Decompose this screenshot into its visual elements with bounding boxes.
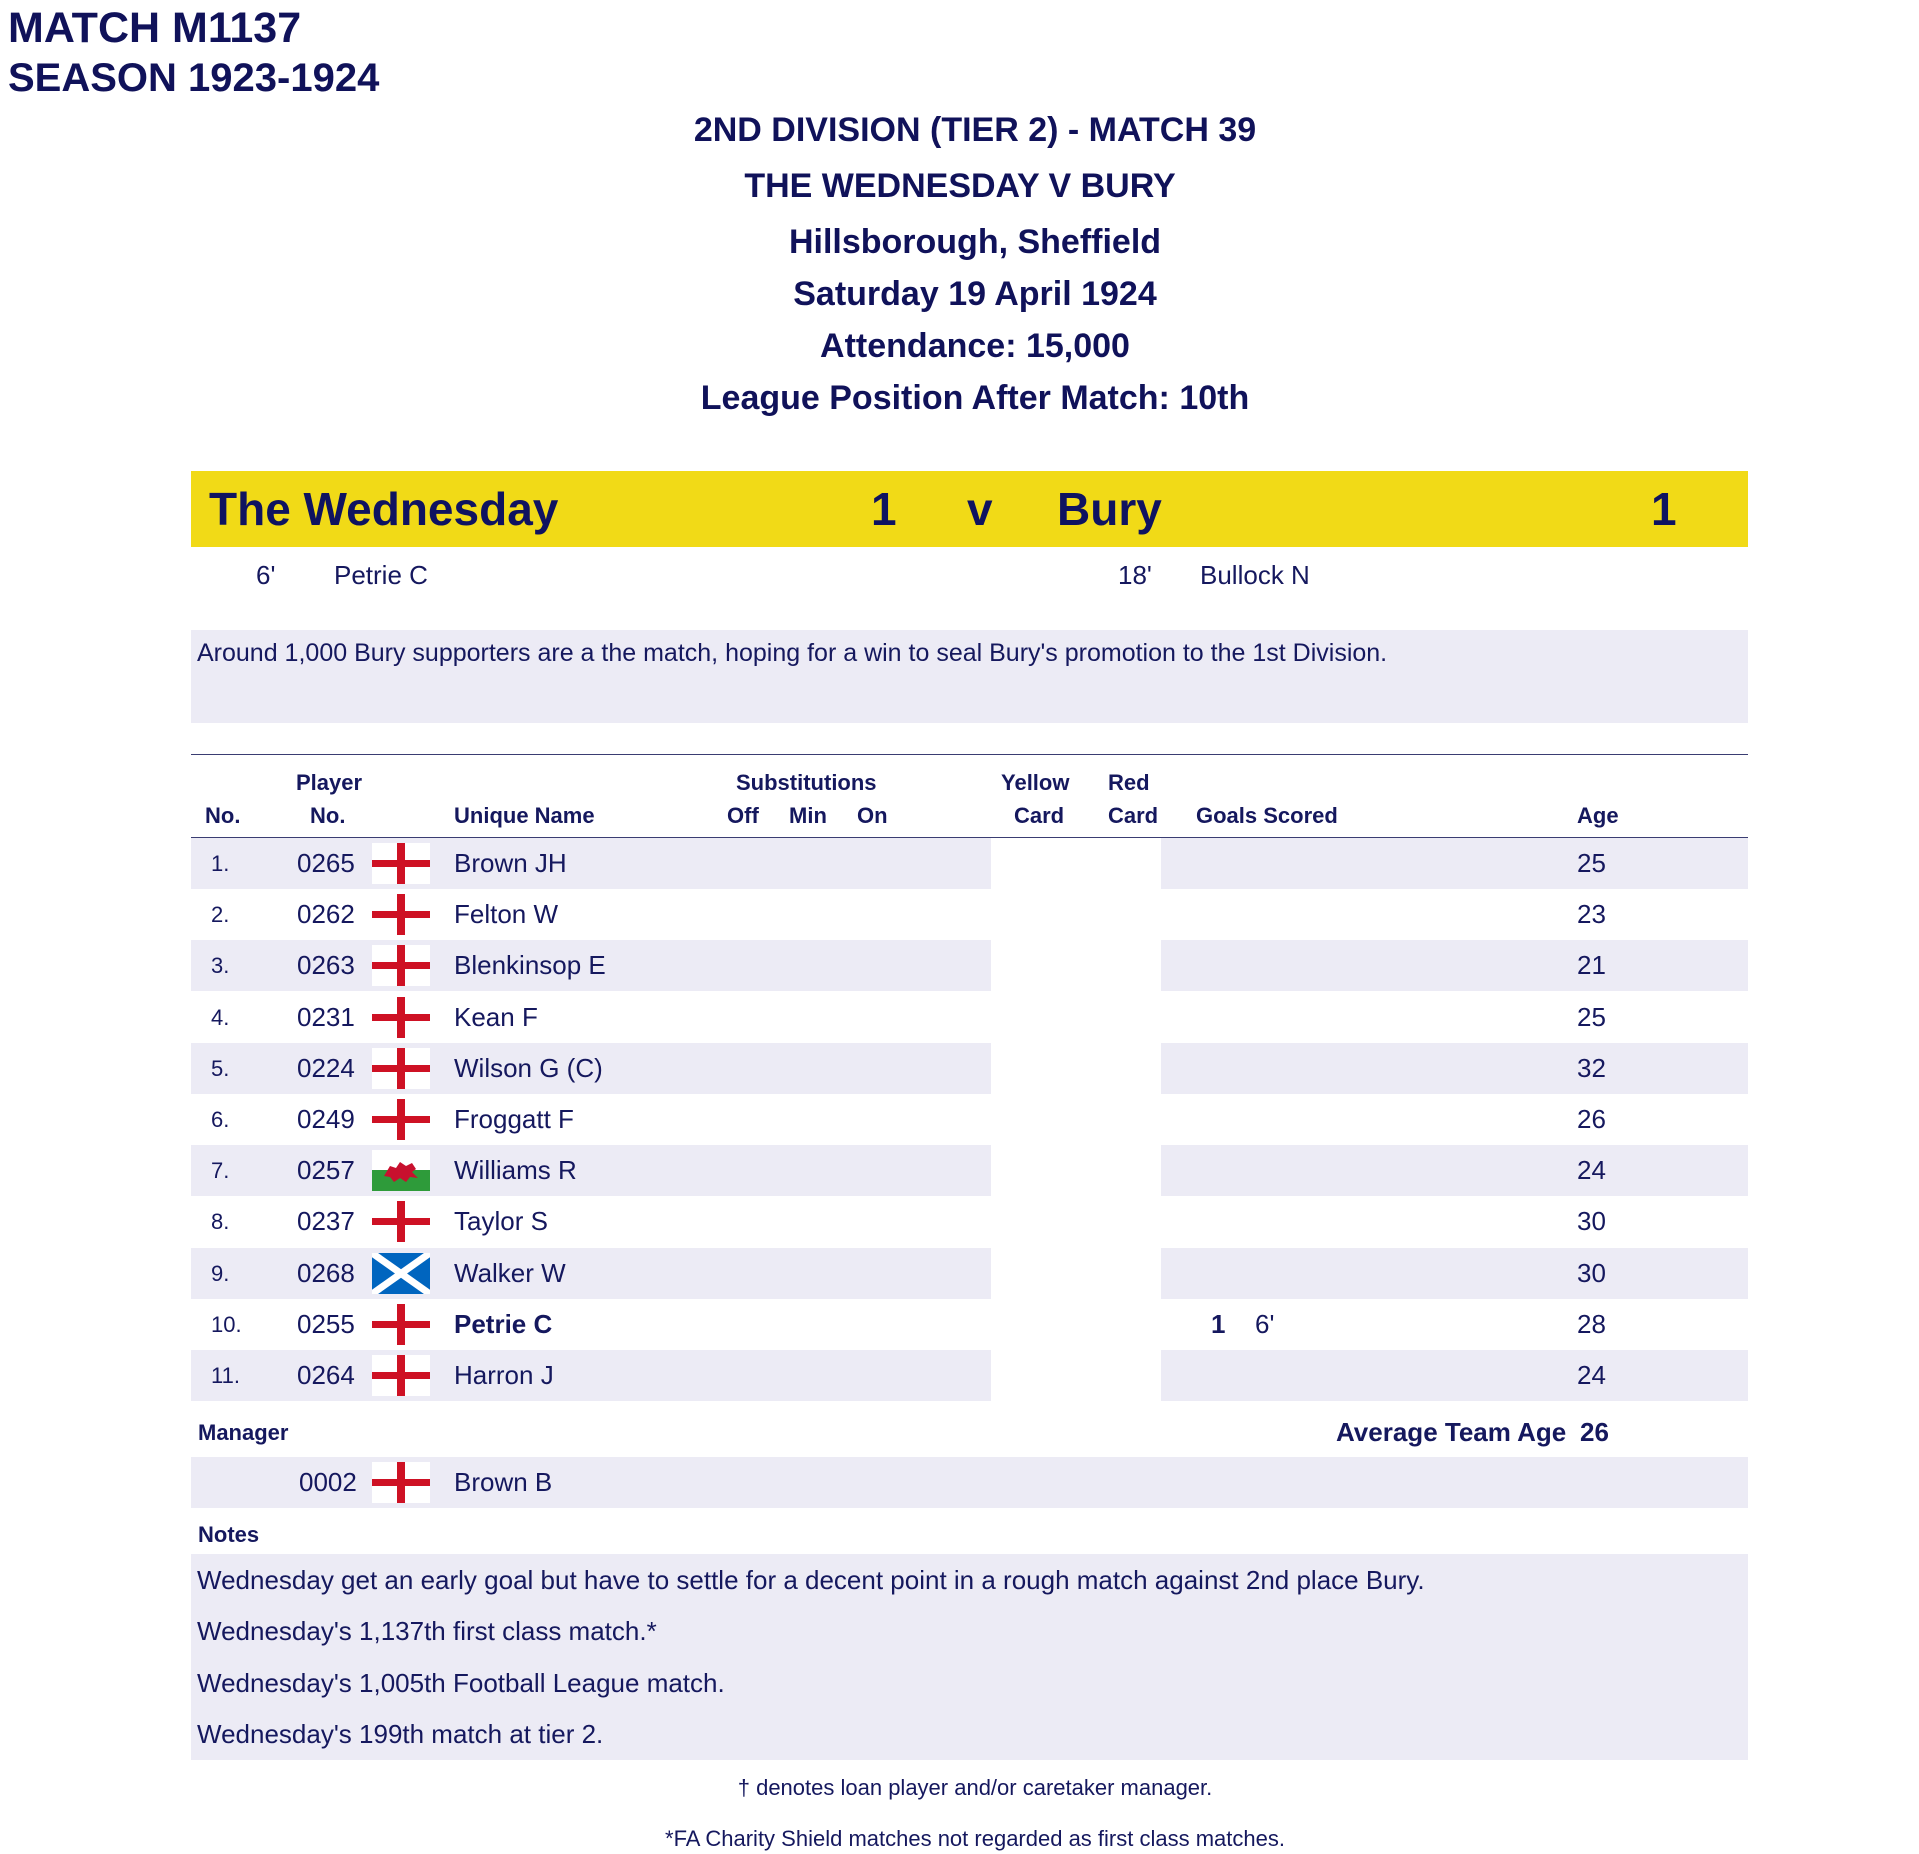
player-age: 24 (1577, 1360, 1606, 1390)
player-age: 30 (1577, 1257, 1606, 1288)
england-flag-icon (372, 1048, 430, 1089)
away-scorer-minute: 18' (1118, 560, 1152, 590)
home-scorer-name: Petrie C (334, 560, 428, 590)
table-row (191, 1248, 1748, 1299)
col-player-bottom: No. (310, 803, 346, 828)
player-age: 24 (1577, 1155, 1606, 1186)
col-red-top: Red (1108, 770, 1150, 795)
cards-column-gap (991, 838, 1161, 889)
goals-count: 1 (1211, 1308, 1226, 1339)
player-name: Blenkinsop E (454, 950, 606, 981)
table-row (191, 889, 1748, 940)
col-yellow-top: Yellow (1001, 770, 1070, 795)
away-scorer-name: Bullock N (1200, 560, 1310, 590)
note-line-4: Wednesday's 199th match at tier 2. (197, 1719, 604, 1749)
player-age: 30 (1577, 1206, 1606, 1237)
score-bar (191, 471, 1748, 547)
table-row (191, 1196, 1748, 1247)
player-age: 26 (1577, 1104, 1606, 1134)
wales-flag-icon (372, 1150, 430, 1191)
player-number: 0249 (297, 1104, 355, 1134)
row-number: 11. (211, 1363, 240, 1388)
player-name: Taylor S (454, 1206, 548, 1237)
row-number: 7. (211, 1158, 230, 1184)
england-flag-icon (372, 1304, 430, 1345)
player-name: Harron J (454, 1360, 554, 1390)
player-age: 21 (1577, 950, 1606, 981)
competition: 2ND DIVISION (TIER 2) - MATCH 39 (693, 111, 1257, 149)
player-number: 0224 (297, 1052, 355, 1083)
home-team: The Wednesday (209, 483, 559, 535)
col-age: Age (1577, 803, 1619, 828)
table-row (191, 838, 1748, 889)
table-row (191, 1094, 1748, 1145)
player-number: 0255 (297, 1308, 355, 1339)
home-scorer-minute: 6' (256, 560, 276, 590)
england-flag-icon (372, 1099, 430, 1140)
col-player-top: Player (296, 770, 363, 795)
england-flag-icon (372, 945, 430, 986)
note-line-1: Wednesday get an early goal but have to settle for a decent point in a rough match against 2nd place Bury. (197, 1565, 1425, 1595)
venue: Hillsborough, Sheffield (788, 223, 1162, 261)
row-number: 6. (211, 1107, 230, 1132)
player-number: 0268 (297, 1257, 355, 1288)
england-flag-icon (372, 997, 430, 1038)
player-name: Wilson G (C) (454, 1052, 603, 1083)
player-number: 0257 (297, 1155, 355, 1186)
fixture: THE WEDNESDAY V BURY (744, 167, 1176, 205)
attendance: Attendance: 15,000 (820, 327, 1130, 365)
player-number: 0263 (297, 950, 355, 981)
footnote-charity-shield: *FA Charity Shield matches not regarded as first class matches. (665, 1826, 1285, 1851)
manager-number: 0002 (299, 1467, 357, 1497)
table-row (191, 1350, 1748, 1401)
player-number: 0262 (297, 899, 355, 930)
row-number: 2. (211, 902, 230, 928)
player-number: 0231 (297, 1001, 355, 1032)
away-goals: 1 (1651, 483, 1677, 535)
match-id: MATCH M1137 (8, 4, 302, 52)
col-off: Off (727, 803, 759, 828)
player-age: 23 (1577, 899, 1606, 930)
england-flag-icon (372, 1355, 430, 1396)
player-name: Kean F (454, 1001, 538, 1032)
col-min: Min (789, 803, 827, 828)
england-flag-icon (372, 1201, 430, 1242)
england-flag-icon (372, 894, 430, 935)
scotland-flag-icon (372, 1253, 430, 1294)
player-number: 0237 (297, 1206, 355, 1237)
col-unique-name: Unique Name (454, 803, 595, 828)
league-position: League Position After Match: 10th (700, 379, 1250, 417)
cards-column-gap (991, 1350, 1161, 1401)
footnote-loan: † denotes loan player and/or caretaker manager. (737, 1775, 1213, 1800)
cards-column-gap (991, 1248, 1161, 1299)
away-team: Bury (1057, 483, 1162, 535)
row-number: 3. (211, 953, 230, 979)
player-number: 0264 (297, 1360, 355, 1390)
row-number: 4. (211, 1004, 230, 1030)
match-note: Around 1,000 Bury supporters are a the match, hoping for a win to seal Bury's promotion to the 1st Division. (197, 639, 1388, 667)
row-number: 9. (211, 1260, 230, 1286)
home-goals: 1 (871, 483, 897, 535)
note-line-2: Wednesday's 1,137th first class match.* (197, 1616, 657, 1646)
col-on: On (857, 803, 888, 828)
col-goals-scored: Goals Scored (1196, 803, 1338, 828)
cards-column-gap (991, 1145, 1161, 1196)
average-age-label: Average Team Age (1336, 1417, 1567, 1447)
table-row (191, 1145, 1748, 1196)
cards-column-gap (991, 1043, 1161, 1094)
average-age-value: 26 (1580, 1417, 1609, 1447)
match-date: Saturday 19 April 1924 (793, 275, 1157, 313)
player-age: 25 (1577, 848, 1606, 878)
player-age: 25 (1577, 1001, 1606, 1032)
player-age: 28 (1577, 1308, 1606, 1339)
row-number: 1. (211, 851, 230, 876)
row-number: 8. (211, 1209, 230, 1235)
col-no: No. (205, 803, 241, 828)
note-line-3: Wednesday's 1,005th Football League match. (197, 1668, 725, 1698)
manager-label: Manager (198, 1420, 289, 1445)
england-flag-icon (372, 843, 430, 884)
match-note-box (191, 630, 1748, 723)
player-age: 32 (1577, 1052, 1606, 1083)
col-substitutions: Substitutions (736, 770, 877, 795)
player-name: Froggatt F (454, 1104, 574, 1134)
england-flag-icon (372, 1462, 430, 1503)
season: SEASON 1923-1924 (8, 56, 380, 100)
table-row (191, 1299, 1748, 1350)
col-yellow-bottom: Card (1014, 803, 1065, 828)
versus: v (967, 483, 993, 535)
goal-minute: 6' (1255, 1308, 1275, 1339)
player-number: 0265 (297, 848, 355, 878)
notes-label: Notes (198, 1522, 260, 1547)
player-name: Williams R (454, 1155, 577, 1186)
player-name: Petrie C (454, 1308, 553, 1339)
manager-name: Brown B (454, 1467, 553, 1497)
row-number: 5. (211, 1055, 230, 1081)
manager-row (191, 1457, 1748, 1508)
table-row (191, 1043, 1748, 1094)
table-top-rule (191, 754, 1748, 755)
table-row (191, 992, 1748, 1043)
player-name: Walker W (454, 1257, 566, 1288)
table-row (191, 940, 1748, 991)
player-name: Brown JH (454, 848, 567, 878)
cards-column-gap (991, 940, 1161, 991)
row-number: 10. (211, 1311, 242, 1337)
col-red-bottom: Card (1108, 803, 1159, 828)
player-name: Felton W (454, 899, 559, 930)
